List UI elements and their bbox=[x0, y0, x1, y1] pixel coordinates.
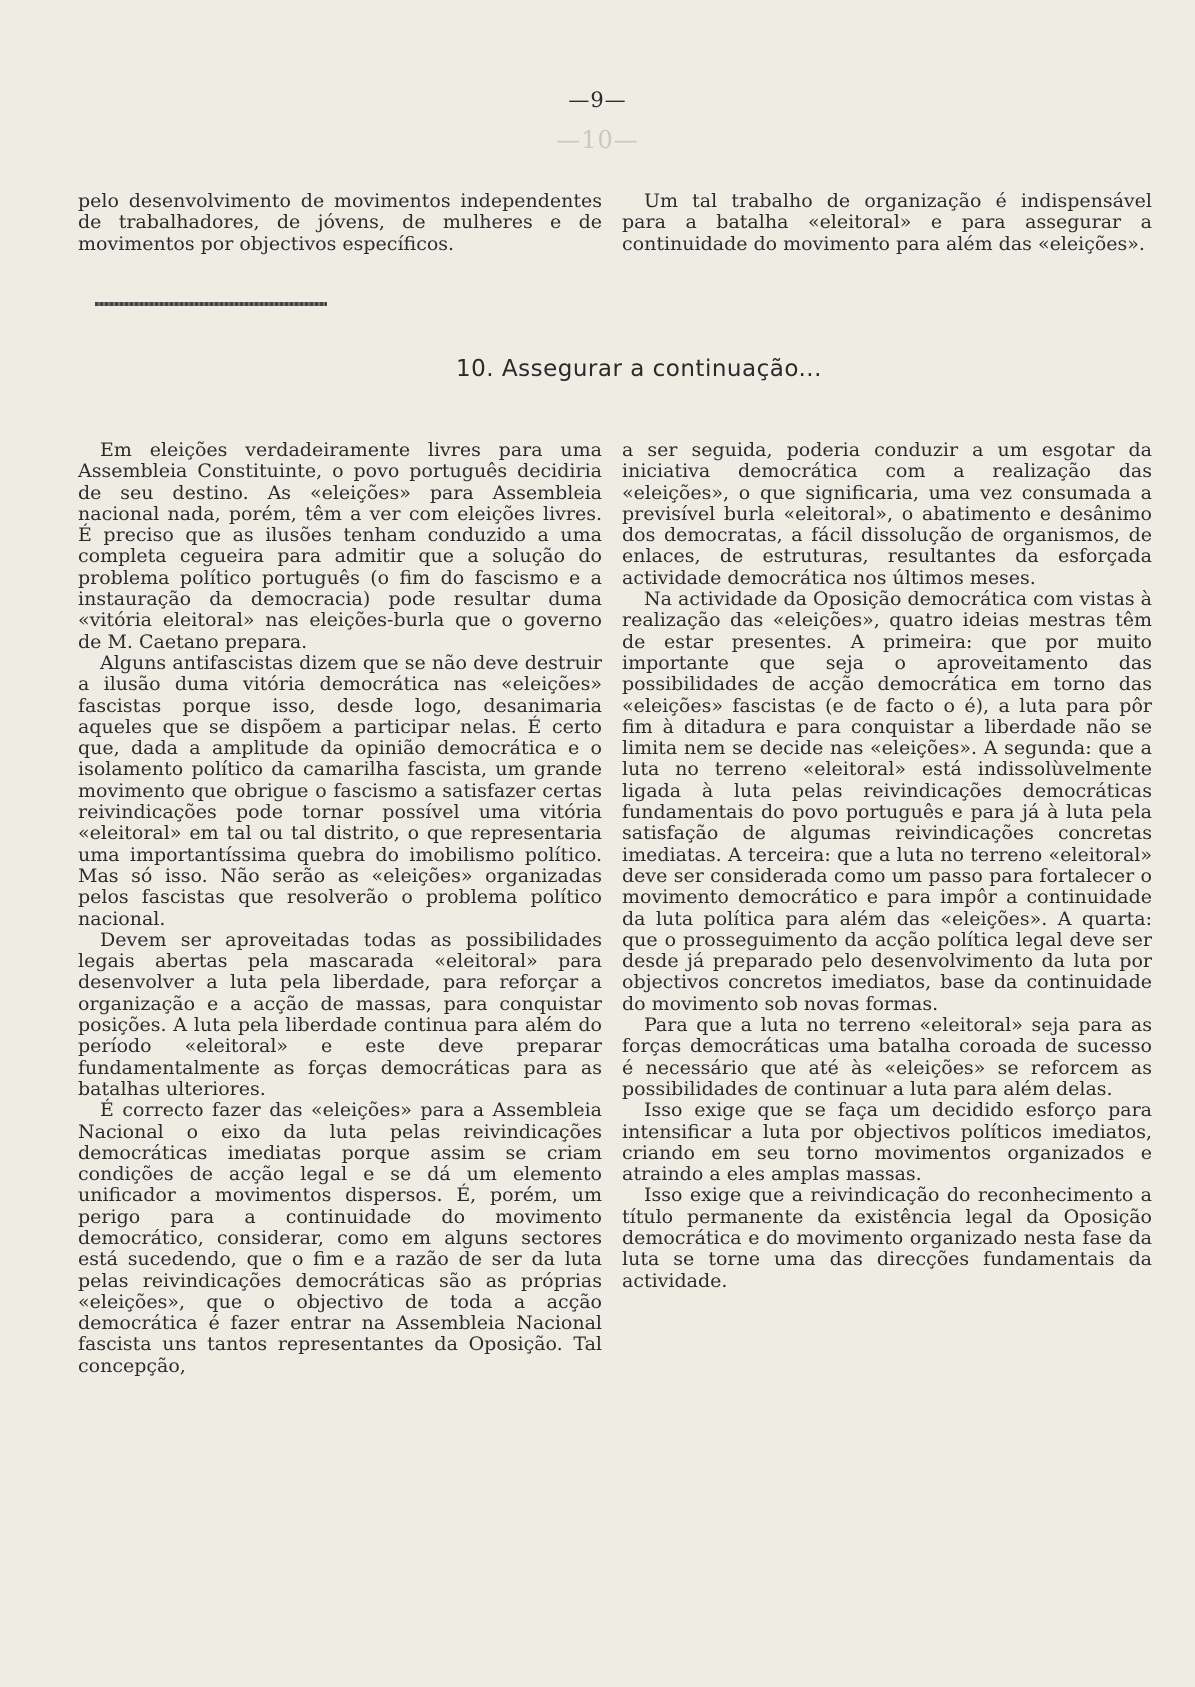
right-paragraph: Isso exige que a reivindicação do reconhecimento a título permanente da existência legal da Oposição democrática e do movimento organizado nesta fase da luta se torne uma das direcções fundamentais da actividade. bbox=[622, 1184, 1152, 1292]
page-number: —9— bbox=[568, 88, 627, 112]
left-paragraph: Devem ser aproveitadas todas as possibilidades legais abertas pela mascarada «eleitoral» para desenvolver a luta pela liberdade, para reforçar a organização e a acção de massas, para conquistar posições. A luta pela liberdade continua para além do período «eleitoral» e este deve preparar fundamentalmente as forças democráticas para as batalhas ulteriores. bbox=[78, 928, 602, 1100]
top-left-block bbox=[78, 191, 602, 255]
right-column bbox=[622, 440, 1152, 1292]
top-left-paragraph: pelo desenvolvimento de movimentos independentes de trabalhadores, de jóvens, de mulheres e de movimentos por objectivos específicos. bbox=[78, 190, 602, 255]
section-heading: 10. Assegurar a continuação... bbox=[456, 356, 822, 382]
right-paragraph: Na actividade da Oposição democrática com vistas à realização das «eleições», quatro ideias mestras têm de estar presentes. A primeira: que por muito importante que seja o aproveitamento das possibilidades de acção democrática em torno das «eleições» fascistas (e de facto o é), a luta para pôr fim à ditadura e para conquistar a liberdade não se limita nem se decide nas «eleições». A segunda: que a luta no terreno «eleitoral» está indissolùvelmente ligada à luta pelas reivindicações democráticas fundamentais do povo português e para já à luta pela satisfação de algumas reivindicações concretas imediatas. A terceira: que a luta no terreno «eleitoral» deve ser considerada como um passo para fortalecer o movimento democrático e para impôr a continuidade da luta política para além das «eleições». A quarta: que o prosseguimento da acção política legal deve ser desde já preparado pelo desenvolvimento da luta por objectivos concretos imediatos, base da continuidade do movimento sob novas formas. bbox=[622, 588, 1152, 1015]
right-paragraph: a ser seguida, poderia conduzir a um esgotar da iniciativa democrática com a realização das «eleições», o que significaria, uma vez consumada a previsível burla «eleitoral», o abatimento e desânimo dos democratas, a fácil dissolução de organismos, de enlaces, de estruturas, resultantes da esforçada actividade democrática nos últimos meses. bbox=[622, 439, 1152, 589]
left-paragraph: Em eleições verdadeiramente livres para uma Assembleia Constituinte, o povo português decidiria de seu destino. As «eleições» para Assembleia nacional nada, porém, têm a ver com eleições livres. É preciso que as ilusões tenham conduzido a uma completa cegueira para admitir que a solução do problema político português (o fim do fascismo e a instauração da democracia) pode resultar duma «vitória eleitoral» nas eleições-burla que o governo de M. Caetano prepara. bbox=[78, 439, 602, 653]
left-paragraph: Alguns antifascistas dizem que se não deve destruir a ilusão duma vitória democrática nas «eleições» fascistas porque isso, desde logo, desanimaria aqueles que se dispõem a participar nelas. É certo que, dada a amplitude da opinião democrática e o isolamento político da camarilha fascista, um grande movimento que obrigue o fascismo a satisfazer certas reivindicações pode tornar possível uma vitória «eleitoral» em tal ou tal distrito, o que representaria uma importantíssima quebra do imobilismo político. Mas só isso. Não serão as «eleições» organizadas pelos fascistas que resolverão o problema político nacional. bbox=[78, 651, 602, 930]
right-paragraph: Isso exige que se faça um decidido esforço para intensificar a luta por objectivos políticos imediatos, criando em seu torno movimentos organizados e atraindo a eles amplas massas. bbox=[622, 1099, 1152, 1186]
section-divider bbox=[95, 302, 327, 306]
left-column bbox=[78, 440, 602, 1377]
top-right-block bbox=[622, 191, 1152, 255]
left-paragraph: É correcto fazer das «eleições» para a Assembleia Nacional o eixo da luta pelas reivindicações democráticas imediatas porque assim se criam condições de acção legal e se dá um elemento unificador a movimentos dispersos. É, porém, um perigo para a continuidade do movimento democrático, considerar, como em alguns sectores está sucedendo, que o fim e a razão de ser da luta pelas reivindicações democráticas são as próprias «eleições», que o objectivo de toda a acção democrática é fazer entrar na Assembleia Nacional fascista uns tantos representantes da Oposição. Tal concepção, bbox=[78, 1099, 602, 1377]
right-paragraph: Para que a luta no terreno «eleitoral» seja para as forças democráticas uma batalha coroada de sucesso é necessário que até às «eleições» se reforcem as possibilidades de continuar a luta para além delas. bbox=[622, 1014, 1152, 1100]
bleed-through-page-number: —10— bbox=[556, 126, 639, 154]
top-right-paragraph: Um tal trabalho de organização é indispensável para a batalha «eleitoral» e para assegurar a continuidade do movimento para além das «eleições». bbox=[622, 190, 1152, 255]
